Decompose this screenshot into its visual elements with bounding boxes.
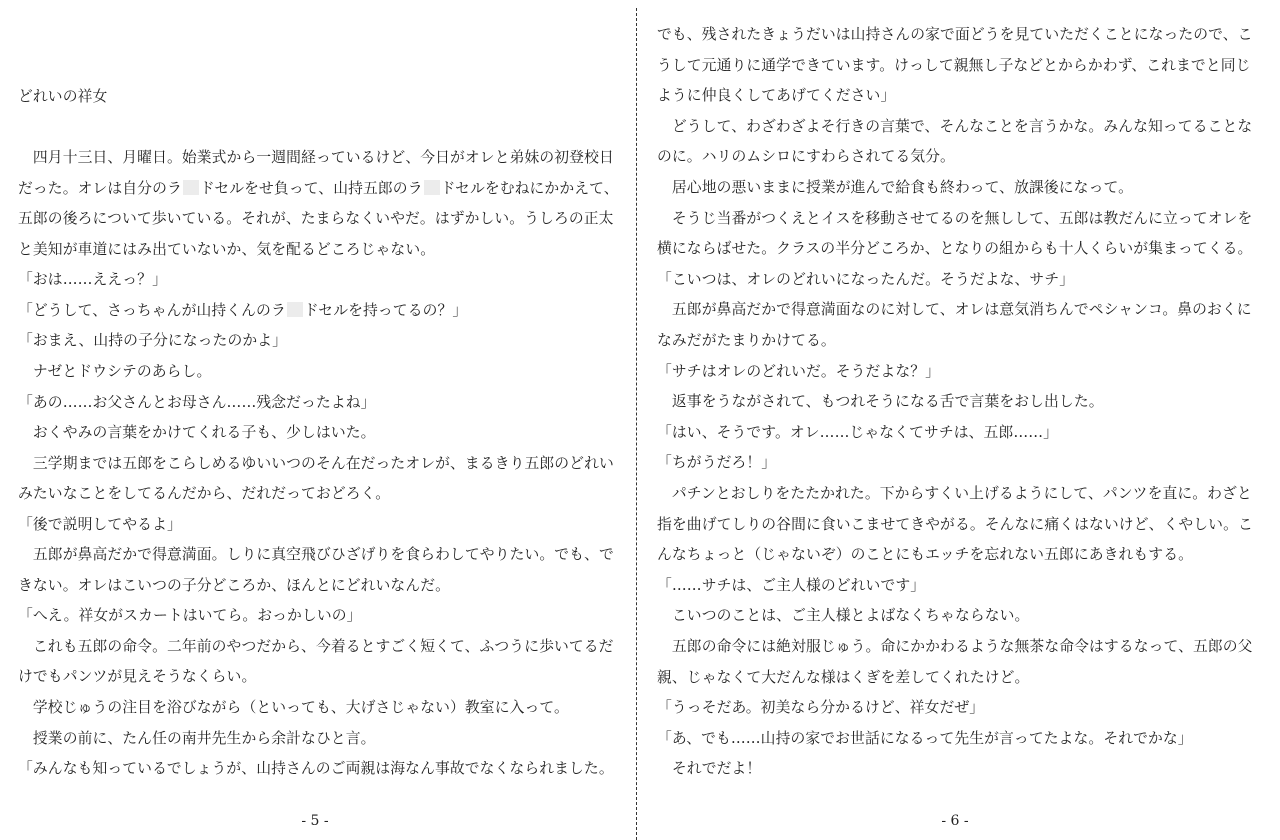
text-line: けでもパンツが見えそうなくらい。 <box>18 668 257 686</box>
text-line: 居心地の悪いままに授業が進んで給食も終わって、放課後になって。 <box>657 179 1133 196</box>
text-line: おくやみの言葉をかけてくれる子も、少しはいた。 <box>18 424 376 442</box>
text-line: 五郎が鼻高だかで得意満面なのに対して、オレは意気消ちんでペシャンコ。鼻のおくに <box>657 301 1252 319</box>
text-line: 授業の前に、たん任の南井先生から余計なひと言。 <box>18 729 376 747</box>
missing-glyph-box <box>183 180 199 195</box>
text-line: 五郎が鼻高だかで得意満面。しりに真空飛びひざげりを食らわしてやりたい。でも、で <box>18 546 614 564</box>
text-line: 五郎の命令には絶対服じゅう。命にかかわるような無茶な命令はするなって、五郎の父 <box>657 638 1253 655</box>
text-line: なみだがたまりかけてる。 <box>657 332 836 349</box>
text-line: 三学期までは五郎をこらしめるゆいいつのそん在だったオレが、まるきり五郎のどれい <box>18 454 614 472</box>
text-line: 「後で説明してやるよ」 <box>18 515 182 533</box>
text-line: 四月十三日、月曜日。始業式から一週間経っているけど、今日がオレと弟妹の初登校日 <box>18 149 614 167</box>
text-line: 学校じゅうの注目を浴びながら（といっても、大げさじゃない）教室に入って。 <box>18 699 569 716</box>
text-segment: ドセルをせ負って、山持五郎のラ <box>199 179 423 197</box>
page-number: - 6 - <box>941 813 969 829</box>
text-line: どうして、わざわざよそ行きの言葉で、そんなことを言うかな。みんな知ってることな <box>657 117 1253 135</box>
text-line <box>18 302 467 320</box>
text-line: 「みんなも知っているでしょうが、山持さんのご両親は海なん事故でなくなられました。 <box>18 760 614 778</box>
text-line: 指を曲げてしりの谷間に食いこませてきやがる。そんなに痛くはないけど、くやしい。こ <box>657 515 1253 533</box>
text-segment: ドセルをむねにかかえて、 <box>440 179 619 197</box>
text-line: 返事をうながされて、もつれそうになる舌で言葉をおし出した。 <box>657 393 1104 411</box>
chapter-title: どれいの祥女 <box>18 88 108 105</box>
text-line: それでだよ！ <box>657 760 762 778</box>
text-line: 「おは……ええっ？」 <box>18 271 167 289</box>
missing-glyph-box <box>424 180 440 195</box>
text-line: ナゼとドウシテのあらし。 <box>18 362 212 380</box>
text-line: んなちょっと（じゃないぞ）のことにもエッチを忘れない五郎にあきれもする。 <box>657 546 1193 564</box>
text-line: 「……サチは、ご主人様のどれいです」 <box>657 576 926 594</box>
text-line: きない。オレはこいつの子分どころか、ほんとにどれいなんだ。 <box>18 576 451 594</box>
text-line: のに。ハリのムシロにすわらされてる気分。 <box>657 148 955 166</box>
text-line: 「うっそだあ。初美なら分かるけど、祥女だぜ」 <box>657 699 985 717</box>
text-line: 「へえ。祥女がスカートはいてら。おっかしいの」 <box>18 607 362 625</box>
text-line: でも、残されたきょうだいは山持さんの家で面どうを見ていただくことになったので、こ <box>657 26 1253 43</box>
text-line <box>18 180 619 198</box>
text-line: 「こいつは、オレのどれいになったんだ。そうだよな、サチ」 <box>657 270 1075 288</box>
page-number: - 5 - <box>301 813 329 829</box>
text-segment: ドセルを持ってるの？」 <box>303 301 468 319</box>
text-line: ように仲良くしてあげてください」 <box>657 87 896 105</box>
text-line: こいつのことは、ご主人様とよばなくちゃならない。 <box>657 607 1030 625</box>
text-line: と美知が車道にはみ出ていないか、気を配るどころじゃない。 <box>18 240 436 258</box>
text-line: 五郎の後ろについて歩いている。それが、たまらなくいやだ。はずかしい。うしろの正太 <box>18 210 614 228</box>
missing-glyph-box <box>287 302 303 317</box>
page-divider <box>636 8 637 840</box>
text-line: 「あ、でも……山持の家でお世話になるって先生が言ってたよな。それでかな」 <box>657 729 1193 747</box>
text-line: うして元通りに通学できています。けっして親無し子などとからかわず、これまでと同じ <box>657 56 1251 74</box>
text-line: 横にならばせた。クラスの半分どころか、となりの組からも十人くらいが集まってくる。 <box>657 240 1253 258</box>
text-line: 「はい、そうです。オレ……じゃなくてサチは、五郎……」 <box>657 423 1059 441</box>
text-line: これも五郎の命令。二年前のやつだから、今着るとすごく短くて、ふつうに歩いてるだ <box>18 637 614 655</box>
text-line: みたいなことをしてるんだから、だれだっておどろく。 <box>18 485 391 503</box>
text-segment: 「どうして、さっちゃんが山持くんのラ <box>18 301 286 319</box>
page-5 <box>0 0 636 840</box>
text-line: 「あの……お父さんとお母さん……残念だったよね」 <box>18 393 376 411</box>
text-line: 「おまえ、山持の子分になったのかよ」 <box>18 332 288 350</box>
text-line: 「ちがうだろ！」 <box>657 454 777 472</box>
text-line: そうじ当番がつくえとイスを移動させてるのを無しして、五郎は教だんに立ってオレを <box>657 209 1253 227</box>
text-line: パチンとおしりをたたかれた。下からすくい上げるようにして、パンツを直に。わざと <box>657 485 1252 502</box>
text-line: 親、じゃなくて大だんな様はくぎを差してくれたけど。 <box>657 668 1030 686</box>
text-segment: だった。オレは自分のラ <box>18 179 182 197</box>
page-6 <box>640 0 1276 840</box>
text-line: 「サチはオレのどれいだ。そうだよな？」 <box>657 362 941 380</box>
